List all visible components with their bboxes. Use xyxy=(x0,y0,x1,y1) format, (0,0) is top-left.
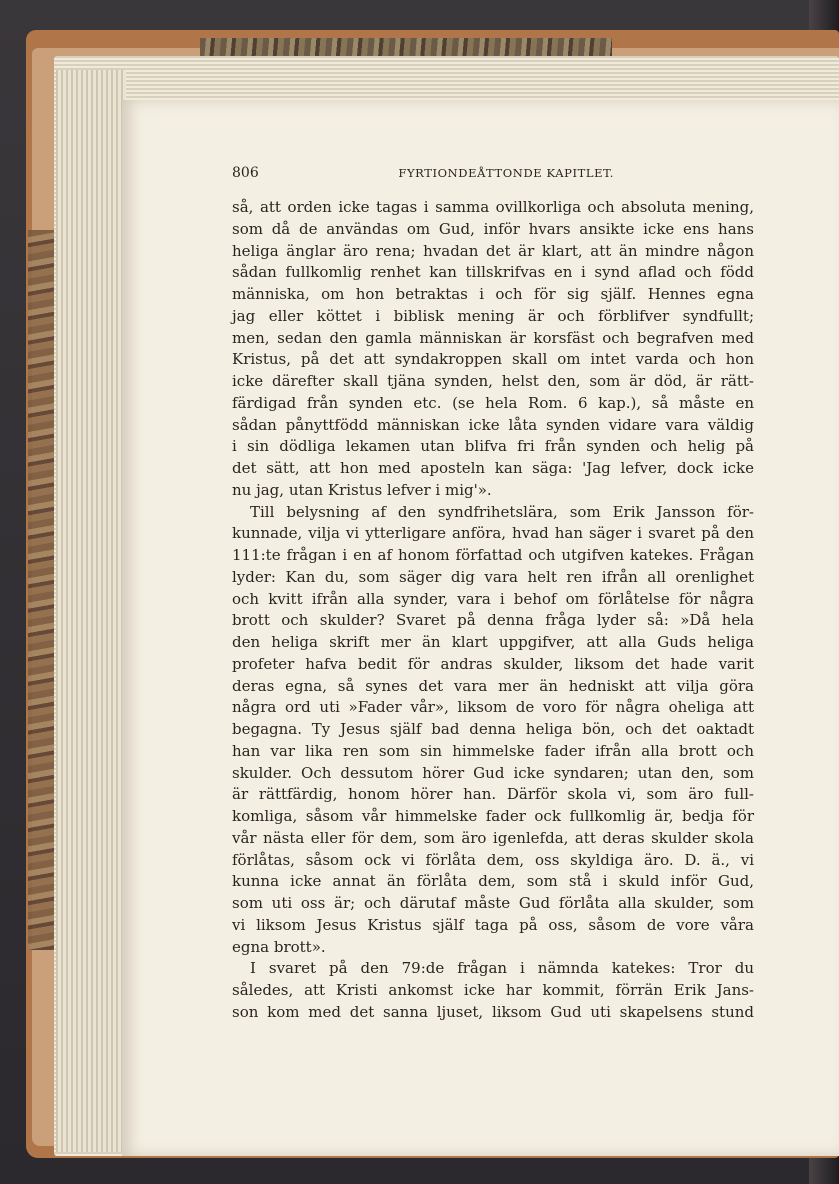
text-line: sådan fullkomlig renhet kan tillskrifvas en i synd aflad och född xyxy=(232,263,754,282)
running-head: FYRTIONDEÅTTONDE KAPITLET. xyxy=(398,166,614,180)
text-line: egna brott». xyxy=(232,937,326,956)
text-line: i sin dödliga lekamen utan blifva fri från synden och helig på xyxy=(232,437,754,456)
body-text xyxy=(232,197,754,1024)
marbled-edge-top xyxy=(200,38,612,58)
marbled-edge-left xyxy=(28,230,54,950)
text-line: kunnade, vilja vi ytterligare anföra, hvad han säger i svaret på den xyxy=(232,524,754,543)
text-line: Till belysning af den syndfrihetslära, som Erik Jansson för- xyxy=(250,502,754,521)
text-line: lyder: Kan du, som säger dig vara helt ren ifrån all orenlighet xyxy=(232,567,754,586)
text-line: människa, om hon betraktas i och för sig själf. Hennes egna xyxy=(232,285,754,303)
text-line: och kvitt ifrån alla synder, vara i behof om förlåtelse för några xyxy=(232,589,754,608)
text-line: nu jag, utan Kristus lefver i mig'». xyxy=(232,480,492,499)
page-text-block xyxy=(232,165,754,1024)
page-header xyxy=(232,165,754,195)
text-line: den heliga skrift mer än klart uppgifver, att alla Guds heliga xyxy=(232,633,754,651)
text-line: färdigad från synden etc. (se hela Rom. 6 kap.), så måste en xyxy=(232,393,754,412)
text-line: som uti oss är; och därutaf måste Gud förlåta alla skulder, som xyxy=(232,894,754,912)
text-line: jag eller köttet i biblisk mening är och förblifver syndfullt; xyxy=(232,306,754,325)
text-line: profeter hafva bedit för andras skulder, liksom det hade varit xyxy=(232,654,754,673)
page-stack-fore-edge xyxy=(56,70,126,1152)
text-line: kunna icke annat än förlåta dem, som stå i skuld inför Gud, xyxy=(232,872,754,891)
text-line: heliga änglar äro rena; hvadan det är klart, att än mindre någon xyxy=(232,241,754,260)
text-line: begagna. Ty Jesus själf bad denna heliga bön, och det oaktadt xyxy=(232,720,754,738)
text-line: är rättfärdig, honom hörer han. Därför skola vi, som äro full- xyxy=(232,785,754,804)
text-line: deras egna, så synes det vara mer än hedniskt att vilja göra xyxy=(232,676,754,695)
text-line: som då de användas om Gud, inför hvars ansikte icke ens hans xyxy=(232,219,754,238)
text-line: komliga, såsom vår himmelske fader ock fullkomlig är, bedja för xyxy=(232,807,754,825)
text-line: förlåtas, såsom ock vi förlåta dem, oss skyldiga äro. D. ä., vi xyxy=(232,850,754,869)
text-line: det sätt, att hon med aposteln kan säga: 'Jag lefver, dock icke xyxy=(232,459,754,477)
text-line: vi liksom Jesus Kristus själf taga på oss, såsom de vore våra xyxy=(232,915,754,934)
text-line: han var lika ren som sin himmelske fader ifrån alla brott och xyxy=(232,741,754,760)
text-line: således, att Kristi ankomst icke har kommit, förrän Erik Jans- xyxy=(232,981,754,999)
text-line: men, sedan den gamla människan är korsfäst och begrafven med xyxy=(232,328,754,347)
text-line: son kom med det sanna ljuset, liksom Gud uti skapelsens stund xyxy=(232,1002,754,1021)
text-line: några ord uti »Fader vår», liksom de voro för några oheliga att xyxy=(232,698,754,717)
text-line: vår nästa eller för dem, som äro igenlefda, att deras skulder skola xyxy=(232,828,754,847)
text-line: icke därefter skall tjäna synden, helst den, som är död, är rätt- xyxy=(232,372,754,390)
text-line: I svaret på den 79:de frågan i nämnda katekes: Tror du xyxy=(250,959,754,978)
page-number: 806 xyxy=(232,165,259,181)
text-line: Kristus, på det att syndakroppen skall om intet varda och hon xyxy=(232,350,754,369)
text-line: brott och skulder? Svaret på denna fråga lyder så: »Då hela xyxy=(232,611,754,630)
text-line: så, att orden icke tagas i samma ovillkorliga och absoluta mening, xyxy=(232,198,754,216)
text-line: skulder. Och dessutom hörer Gud icke syndaren; utan den, som xyxy=(232,763,754,782)
text-line: 111:te frågan i en af honom författad och utgifven katekes. Frågan xyxy=(232,546,754,564)
text-line: sådan pånyttfödd människan icke låta synden vidare vara väldig xyxy=(232,415,754,434)
